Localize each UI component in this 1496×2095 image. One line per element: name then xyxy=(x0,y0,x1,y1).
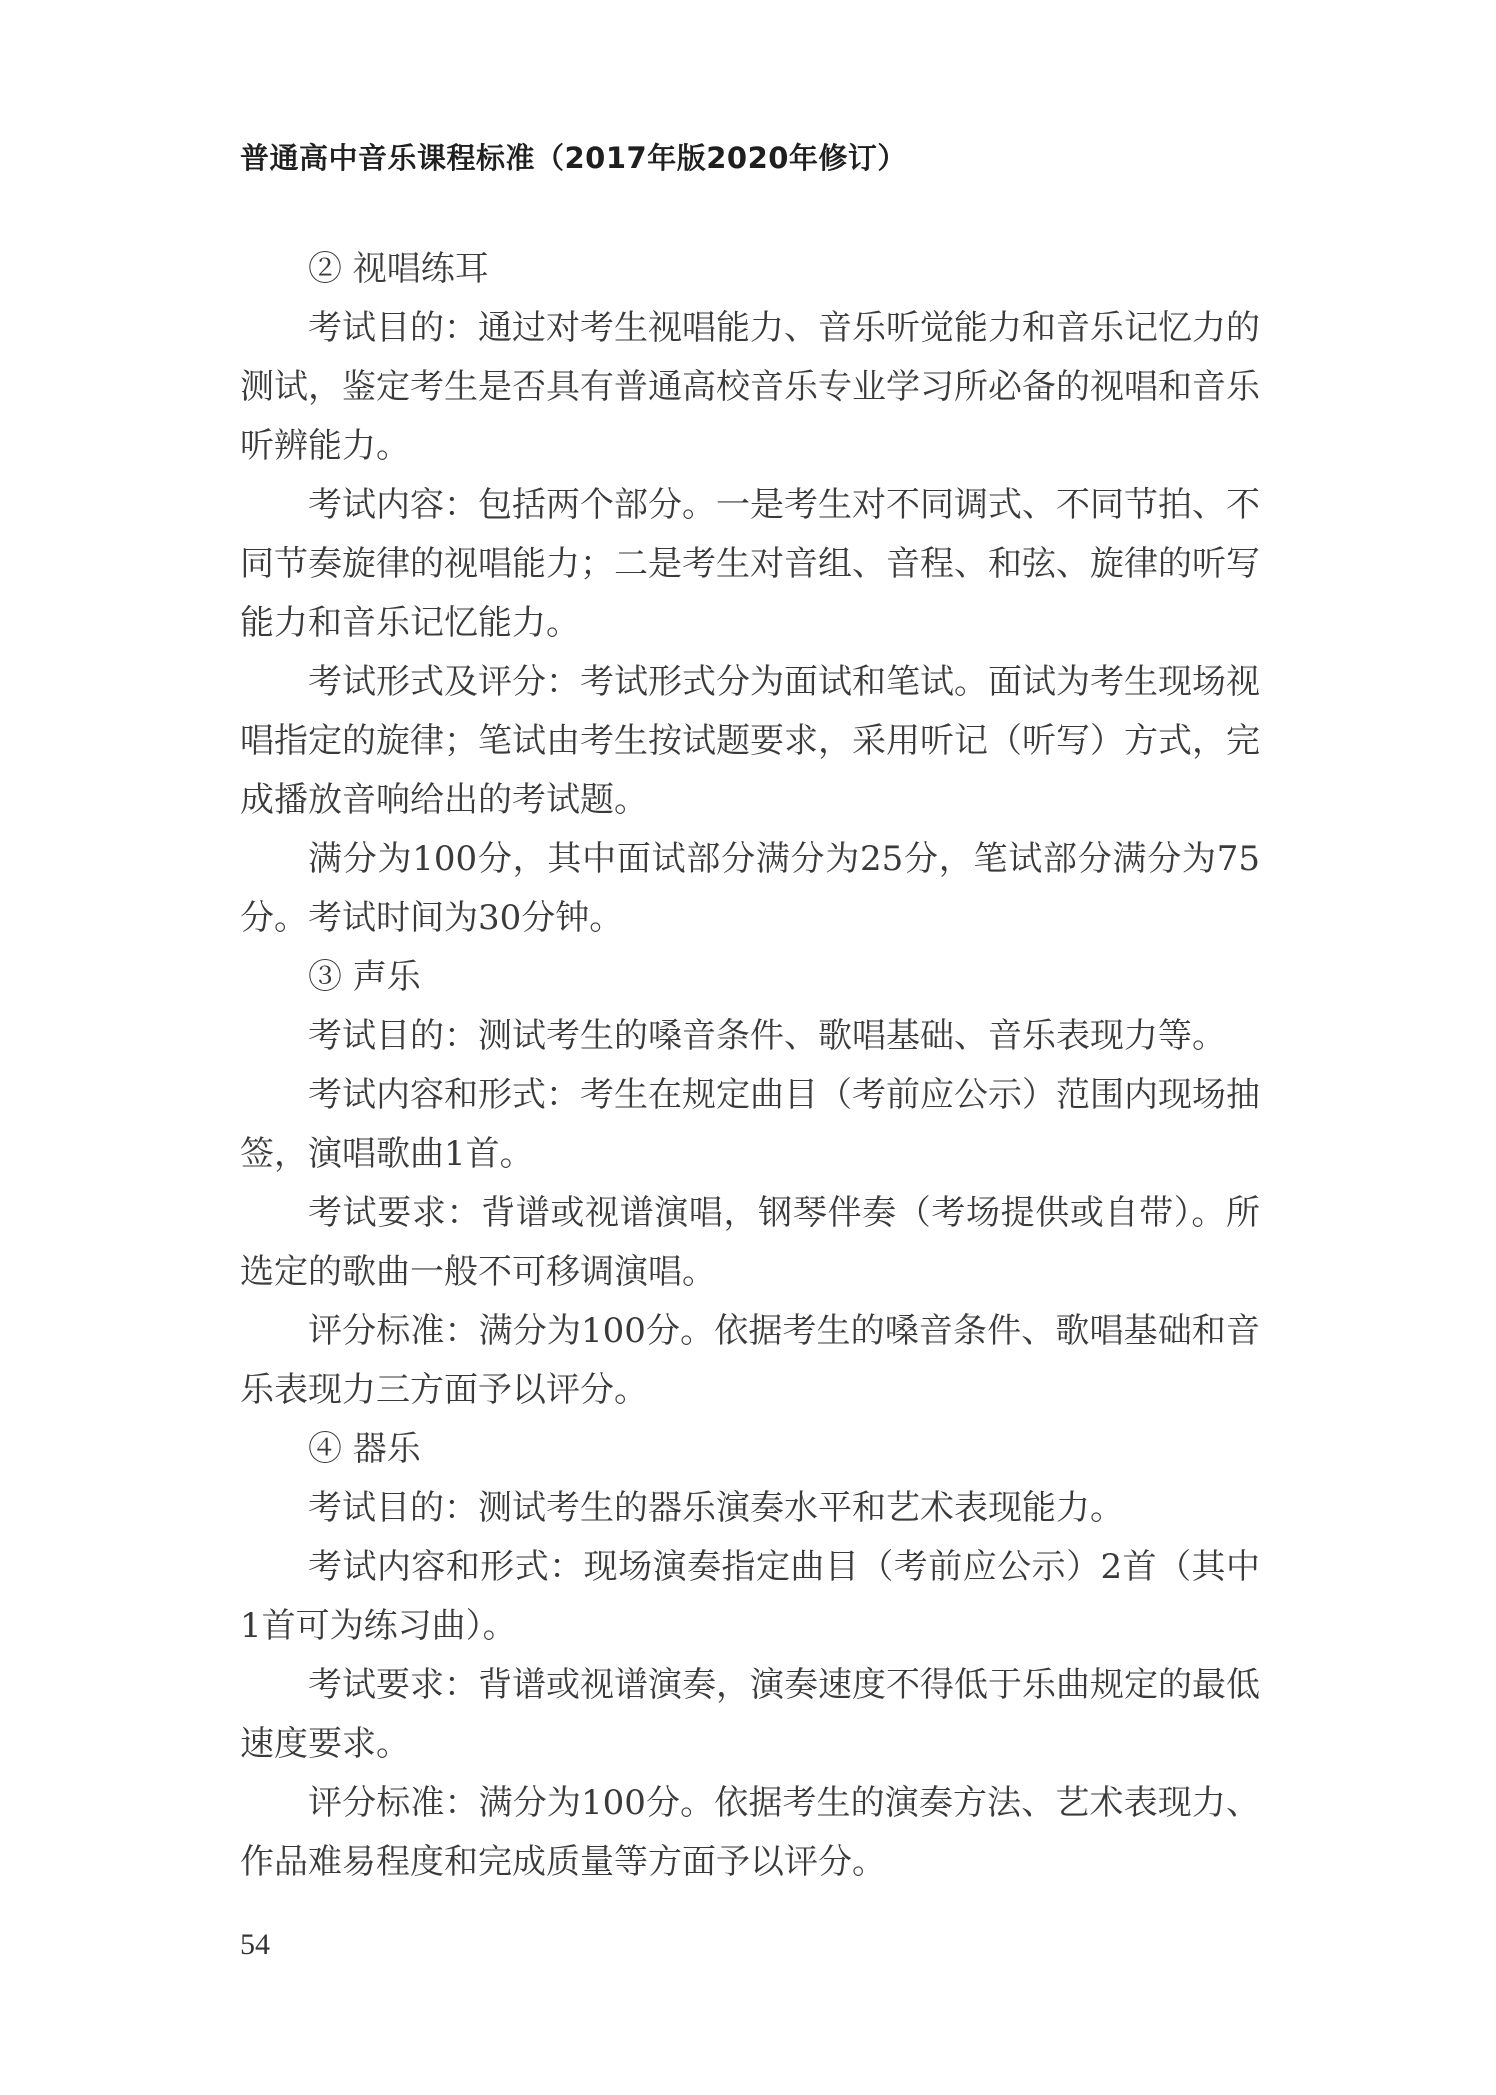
page-body xyxy=(240,240,1260,1892)
running-header: 普通高中音乐课程标准（2017年版2020年修订） xyxy=(240,141,907,175)
paragraph: 考试要求：背谱或视谱演奏，演奏速度不得低于乐曲规定的最低速度要求。 xyxy=(240,1665,1260,1764)
paragraph: 考试目的：测试考生的嗓音条件、歌唱基础、音乐表现力等。 xyxy=(308,1016,1226,1056)
paragraph: 考试目的：通过对考生视唱能力、音乐听觉能力和音乐记忆力的测试，鉴定考生是否具有普通高校音乐专业学习所必备的视唱和音乐听辨能力。 xyxy=(240,308,1260,466)
paragraph: 考试内容和形式：现场演奏指定曲目（考前应公示）2首（其中1首可为练习曲）。 xyxy=(240,1547,1260,1646)
paragraph: 考试要求：背谱或视谱演唱，钢琴伴奏（考场提供或自带）。所选定的歌曲一般不可移调演唱。 xyxy=(240,1193,1260,1292)
page-number: 54 xyxy=(240,1928,270,1961)
paragraph: 考试形式及评分：考试形式分为面试和笔试。面试为考生现场视唱指定的旋律；笔试由考生按试题要求，采用听记（听写）方式，完成播放音响给出的考试题。 xyxy=(240,662,1260,820)
paragraph: 满分为100分，其中面试部分满分为25分，笔试部分满分为75分。考试时间为30分钟。 xyxy=(240,839,1260,938)
section-heading-vocal: ③ 声乐 xyxy=(308,957,421,997)
paragraph: 考试目的：测试考生的器乐演奏水平和艺术表现能力。 xyxy=(308,1488,1124,1528)
paragraph: 评分标准：满分为100分。依据考生的演奏方法、艺术表现力、作品难易程度和完成质量等方面予以评分。 xyxy=(240,1783,1260,1882)
section-heading-instrumental: ④ 器乐 xyxy=(308,1429,421,1469)
section-heading-sight-singing: ② 视唱练耳 xyxy=(308,249,489,289)
paragraph: 考试内容：包括两个部分。一是考生对不同调式、不同节拍、不同节奏旋律的视唱能力；二是考生对音组、音程、和弦、旋律的听写能力和音乐记忆能力。 xyxy=(240,485,1260,643)
paragraph: 考试内容和形式：考生在规定曲目（考前应公示）范围内现场抽签，演唱歌曲1首。 xyxy=(240,1075,1260,1174)
paragraph: 评分标准：满分为100分。依据考生的嗓音条件、歌唱基础和音乐表现力三方面予以评分。 xyxy=(240,1311,1260,1410)
